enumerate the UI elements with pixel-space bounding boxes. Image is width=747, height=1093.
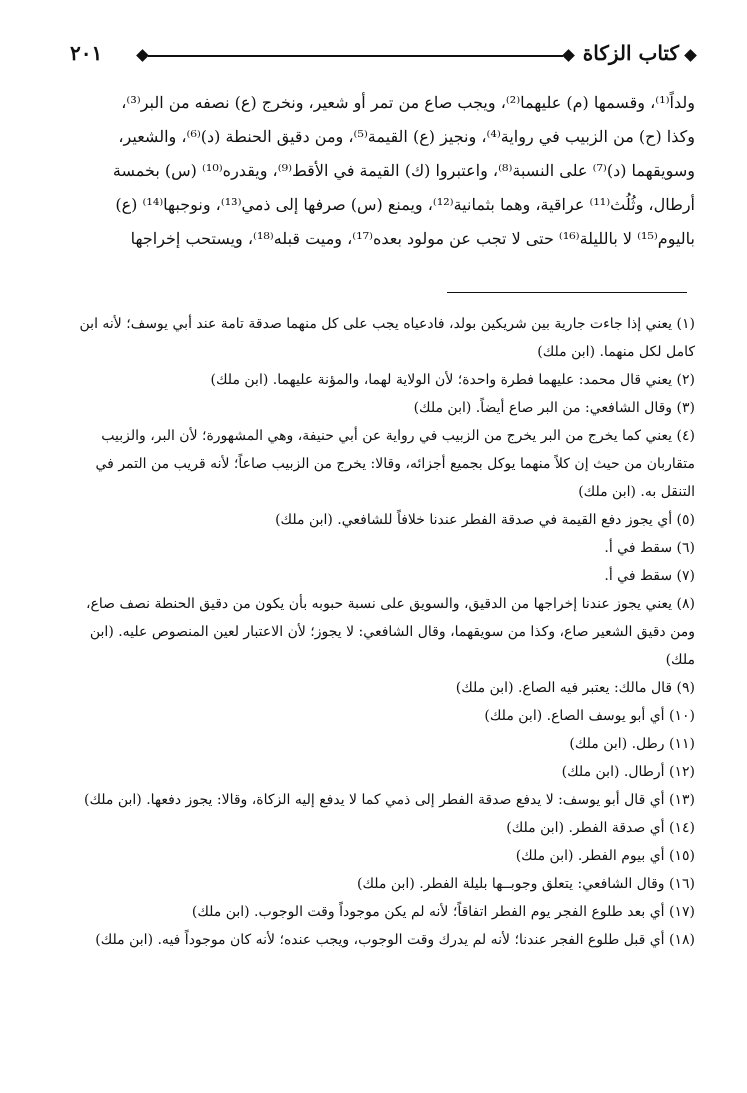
footnote xyxy=(70,870,695,898)
footnote-number: (١٨) xyxy=(669,932,695,948)
footnotes xyxy=(70,310,695,954)
footnote-text: أي يجوز دفع القيمة في صدقة الفطر عندنا خلافاً للشافعي. (ابن ملك) xyxy=(275,512,673,528)
footnote xyxy=(70,758,695,786)
footnote-number: (١١) xyxy=(669,736,695,752)
footnote xyxy=(70,926,695,954)
main-text-line: أرطال، وثُلُث⁽¹¹⁾ عراقية، وهما بثمانية⁽¹²⁾، ويمنع (س) صرفها إلى ذمي⁽¹³⁾، ونوجبها⁽¹⁴⁾ (ع) xyxy=(115,195,695,214)
footnote-text: وقال الشافعي: من البر صاع أيضاً. (ابن ملك) xyxy=(413,400,673,416)
footnote-text: أي قال أبو يوسف: لا يدفع صدقة الفطر إلى ذمي كما لا يدفع إليه الزكاة، وقالا: يجوز دفعها. (ابن ملك) xyxy=(84,792,665,808)
footnote-number: (٧) xyxy=(676,568,695,584)
footnote-number: (٥) xyxy=(676,512,695,528)
footnote-number: (٦) xyxy=(676,540,695,556)
footnote xyxy=(70,422,695,506)
footnote xyxy=(70,366,695,394)
footnote xyxy=(70,730,695,758)
footnote xyxy=(70,898,695,926)
footnote-number: (٢) xyxy=(676,372,695,388)
footnote xyxy=(70,534,695,562)
footnote-text: يعني يجوز عندنا إخراجها من الدقيق، والسويق على نسبة حبوبه بأن يكون من دقيق الحنطة نصف صاع، ومن دقيق الشعير صاع، وكذا من سويقهما، وقال الشافعي: لا يجوز؛ لأن الاعتبار لعين المنصوص عليه. (ابن ملك) xyxy=(85,596,695,668)
footnote-text: أي بيوم الفطر. (ابن ملك) xyxy=(515,848,665,864)
footnote-number: (١٧) xyxy=(669,904,695,920)
main-text-line: باليوم⁽¹⁵⁾ لا بالليلة⁽¹⁶⁾ حتى لا تجب عن مولود بعده⁽¹⁷⁾، وميت قبله⁽¹⁸⁾، ويستحب إخراجها xyxy=(130,229,695,248)
footnote-text: يعني قال محمد: عليهما فطرة واحدة؛ لأن الولاية لهما، والمؤنة عليهما. (ابن ملك) xyxy=(210,372,673,388)
footnote-text: أي أبو يوسف الصاع. (ابن ملك) xyxy=(484,708,665,724)
footnote-text: وقال الشافعي: يتعلق وجوبــها بليلة الفطر. (ابن ملك) xyxy=(357,876,665,892)
footnote xyxy=(70,590,695,674)
footnote xyxy=(70,786,695,814)
footnote-number: (٤) xyxy=(676,428,695,444)
footnote xyxy=(70,674,695,702)
footnote xyxy=(70,842,695,870)
footnote-number: (١٥) xyxy=(669,848,695,864)
footnote xyxy=(70,562,695,590)
footnote xyxy=(70,394,695,422)
chapter-title: كتاب الزكاة xyxy=(582,41,679,65)
footnote-number: (١٠) xyxy=(669,708,695,724)
footnote-number: (١٢) xyxy=(669,764,695,780)
footnote-text: سقط في أ. xyxy=(604,568,673,584)
footnote-text: رطل. (ابن ملك) xyxy=(569,736,665,752)
footnote-text: يعني كما يخرج من البر يخرج من الزبيب في رواية عن أبي حنيفة، وهي المشهورة؛ لأن البر، والزبيب متقاربان من حيث إن كلاً منهما يوكل بجميع أجزائه، وقالا: يخرج من الزبيب صاعاً؛ لأنه قريب من التمر في التنقل به. (ابن ملك) xyxy=(95,428,695,500)
header-rule xyxy=(148,55,563,57)
header-diamond-right xyxy=(684,49,697,62)
header-diamond-mid xyxy=(562,49,575,62)
footnote-text: أي صدقة الفطر. (ابن ملك) xyxy=(506,820,665,836)
footnote-text: أي بعد طلوع الفجر يوم الفطر اتفاقاً؛ لأنه لم يكن موجوداً وقت الوجوب. (ابن ملك) xyxy=(191,904,665,920)
footnote-number: (١٣) xyxy=(669,792,695,808)
footnote xyxy=(70,310,695,366)
main-text-line: ولداً⁽¹⁾، وقسمها (م) عليهما⁽²⁾، ويجب صاع من تمر أو شعير، ونخرج (ع) نصفه من البر⁽³⁾، xyxy=(121,93,695,112)
footnote-number: (٣) xyxy=(676,400,695,416)
main-text xyxy=(70,86,695,256)
footnote-text: يعني إذا جاءت جارية بين شريكين بولد، فادعياه يجب على كل منهما صدقة تامة عند أبي يوسف؛ لأنه ابن كامل لكل منهما. (ابن ملك) xyxy=(79,316,695,360)
footnote-text: سقط في أ. xyxy=(604,540,673,556)
footnote-text: قال مالك: يعتبر فيه الصاع. (ابن ملك) xyxy=(455,680,673,696)
footnote-number: (٩) xyxy=(676,680,695,696)
footnote xyxy=(70,702,695,730)
footnote xyxy=(70,506,695,534)
main-text-line: وسويقهما (د)⁽⁷⁾ على النسبة⁽⁸⁾، واعتبروا (ك) القيمة في الأقط⁽⁹⁾، ويقدره⁽¹⁰⁾ (س) بخمسة xyxy=(112,161,695,180)
footnote xyxy=(70,814,695,842)
footnote-number: (٨) xyxy=(676,596,695,612)
header-diamond-left xyxy=(136,49,149,62)
footnote-separator xyxy=(447,292,687,293)
footnote-number: (١) xyxy=(676,316,695,332)
footnote-number: (١٦) xyxy=(669,876,695,892)
page-header xyxy=(70,40,695,70)
page-number: ٢٠١ xyxy=(70,41,103,65)
footnote-text: أي قبل طلوع الفجر عندنا؛ لأنه لم يدرك وقت الوجوب، ويجب عنده؛ لأنه كان موجوداً فيه. (ابن ملك) xyxy=(95,932,665,948)
footnote-text: أرطال. (ابن ملك) xyxy=(561,764,665,780)
footnote-number: (١٤) xyxy=(669,820,695,836)
main-text-line: وكذا (ح) من الزبيب في رواية⁽⁴⁾، ونجيز (ع) القيمة⁽⁵⁾، ومن دقيق الحنطة (د)⁽⁶⁾، والشعير، xyxy=(118,127,695,146)
